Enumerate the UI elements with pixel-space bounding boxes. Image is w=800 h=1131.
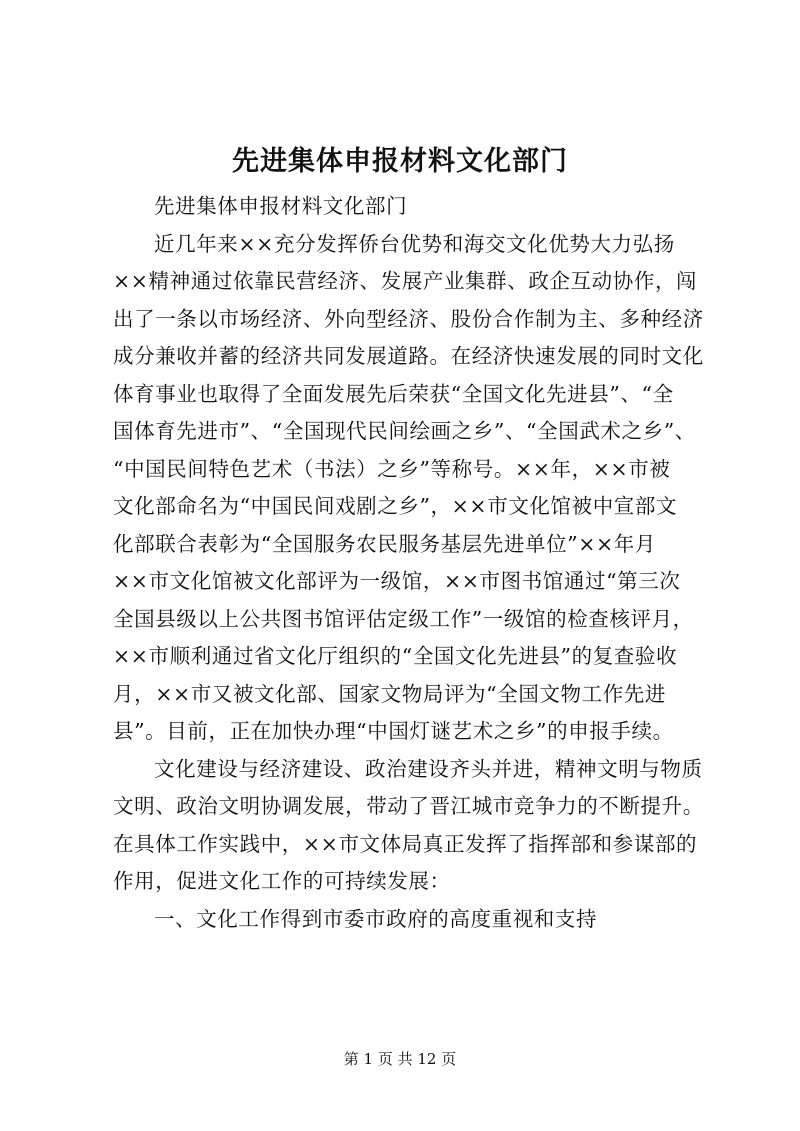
body-line: ××精神通过依靠民营经济、发展产业集群、政企互动协作，闯 (113, 269, 698, 293)
body-line: 文明、政治文明协调发展，带动了晋江城市竞争力的不断提升。 (113, 794, 704, 818)
body-line: 全国县级以上公共图书馆评估定级工作”一级馆的检查核评月， (113, 606, 694, 631)
page-number-footer: 第 1 页 共 12 页 (343, 1050, 457, 1068)
body-line: 成分兼收并蓄的经济共同发展道路。在经济快速发展的同时文化 (113, 344, 704, 368)
body-line: 在具体工作实践中，××市文体局真正发挥了指挥部和参谋部的 (113, 831, 698, 856)
body-line: “中国民间特色艺术（书法）之乡”等称号。××年，××市被 (113, 456, 671, 481)
document-body (113, 188, 704, 938)
body-line: 月，××市又被文化部、国家文物局评为“全国文物工作先进 (113, 681, 667, 706)
body-line: 体育事业也取得了全面发展先后荣获“全国文化先进县”、“全 (113, 381, 674, 406)
body-line: 文化建设与经济建设、政治建设齐头并进，精神文明与物质 (154, 756, 703, 781)
body-line: 国体育先进市”、“全国现代民间绘画之乡”、“全国武术之乡”、 (113, 419, 696, 443)
body-line: 县”。目前，正在加快办理“中国灯谜艺术之乡”的申报手续。 (113, 719, 674, 743)
document-title: 先进集体申报材料文化部门 (232, 146, 568, 177)
body-line: ××市顺利通过省文化厅组织的“全国文化先进县”的复查验收 (113, 644, 678, 668)
body-line: 化部联合表彰为“全国服务农民服务基层先进单位”××年月 (113, 531, 657, 556)
body-line: 文化部命名为“中国民间戏剧之乡”，××市文化馆被中宣部文 (113, 494, 678, 518)
body-line: 近几年来××充分发挥侨台优势和海交文化优势大力弘扬 (154, 231, 675, 256)
body-line: 先进集体申报材料文化部门 (154, 194, 408, 218)
body-line: ××市文化馆被文化部评为一级馆，××市图书馆通过“第三次 (113, 569, 681, 593)
section-heading: 一、文化工作得到市委市政府的高度重视和支持 (154, 906, 598, 931)
body-line: 出了一条以市场经济、外向型经济、股份合作制为主、多种经济 (113, 306, 704, 331)
body-line: 作用，促进文化工作的可持续发展： (113, 869, 451, 893)
